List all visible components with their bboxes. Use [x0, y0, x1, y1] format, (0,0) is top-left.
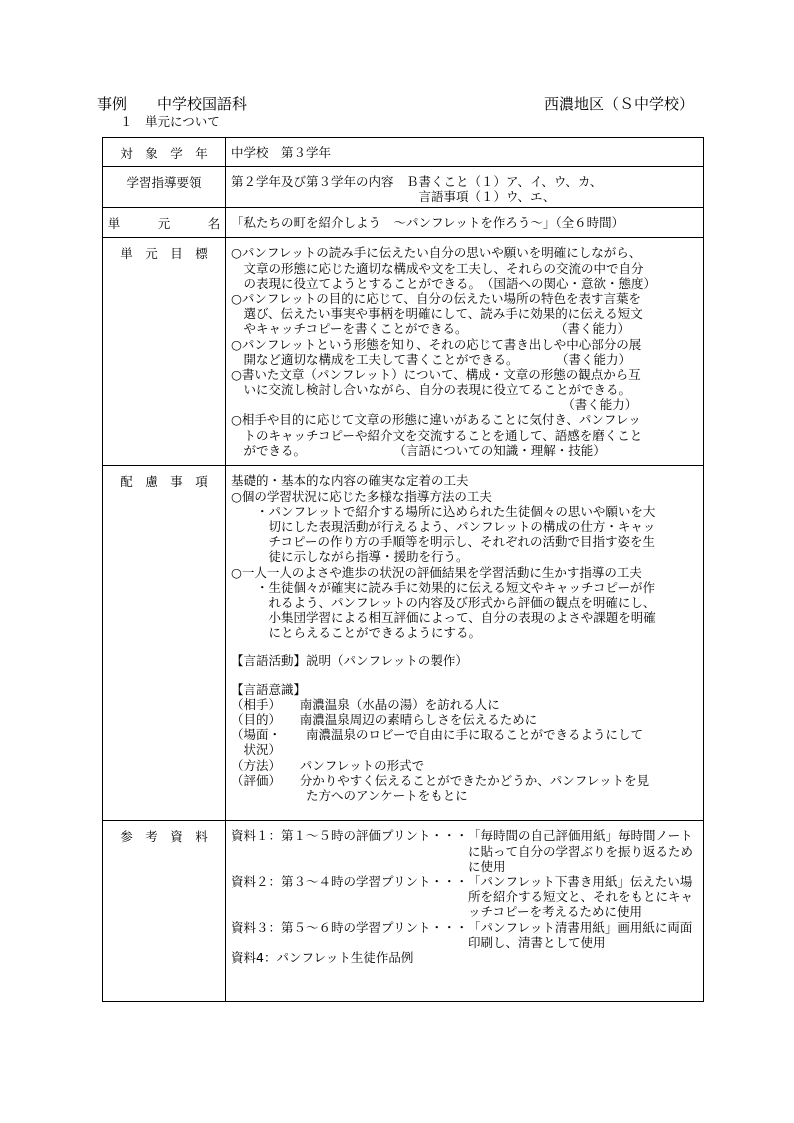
section-heading: １ 単元について — [120, 114, 220, 129]
objective-line: 選び、伝えたい事実や事柄を明確にして、読み手に効果的に伝える短文 — [231, 306, 643, 322]
value-unit-name: 「私たちの町を紹介しよう ～パンフレットを作ろう～」（全６時間） — [226, 208, 704, 238]
consideration-line: 切にした表現活動が行えるよう、パンフレットの構成の仕方・キャッ — [231, 518, 656, 534]
language-awareness-title: 【言語意識】 — [231, 681, 307, 697]
objective-line: いに交流し検討し合いながら、自分の表現に役立てることができる。 — [231, 382, 632, 398]
consideration-line: ・パンフレットで紹介する場所に込められた生徒個々の思いや願いを大 — [231, 503, 656, 519]
objective-line: やキャッチコピーを書くことができる。 （書く能力） — [231, 321, 631, 337]
value-considerations — [226, 466, 704, 821]
consideration-line: にとらえることができるようにする。 — [231, 625, 482, 641]
value-references — [226, 821, 704, 1002]
value-guideline — [226, 167, 704, 208]
value-grade: 中学校 第３学年 — [226, 138, 704, 167]
objective-line: ○書いた文章（パンフレット）について、構成・文章の形態の観点から互 — [231, 366, 641, 382]
objective-line: ○相手や目的に応じて文章の形態に違いがあることに気付き、パンフレッ — [231, 412, 641, 428]
label-unit-name: 単 元 名 — [103, 208, 226, 238]
consideration-line: 基礎的・基本的な内容の確実な定着の工夫 — [231, 473, 469, 489]
row-considerations — [103, 466, 704, 821]
row-references — [103, 821, 704, 1002]
row-guideline — [103, 167, 704, 208]
reference-item: 資料4：パンフレット生徒作品例 — [231, 950, 414, 965]
awareness-line: （場面・ 南濃温泉のロビーで自由に手に取ることができるようにして — [231, 727, 644, 743]
reference-item: 資料３：第５～６時の学習プリント・・・ 「パンフレット清書用紙」画用紙に両面印刷し、清書として使用 — [231, 919, 693, 950]
objective-line: ○パンフレットの読み手に伝えたい自分の思いや願いを明確にしながら、 — [231, 245, 642, 261]
awareness-line: （目的） 南濃温泉周辺の素晴らしさを伝えるために — [231, 712, 538, 727]
label-references: 参 考 資 料 — [103, 821, 226, 1002]
language-activity: 【言語活動】説明（パンフレットの製作） — [231, 653, 468, 669]
awareness-line: （評価） 分かりやすく伝えることができたかどうか、パンフレットを見 — [231, 772, 650, 788]
school-region: 西濃地区（Ｓ中学校） — [544, 95, 695, 113]
awareness-line: た方へのアンケートをもとに — [231, 787, 468, 803]
consideration-line: チコピーの作り方の手順等を明示し、それぞれの活動で目指す姿を生 — [231, 534, 656, 550]
awareness-line: （方法） パンフレットの形式で — [231, 757, 425, 773]
consideration-line: 小集団学習による相互評価によって、自分の表現のよさや課題を明確 — [231, 610, 656, 626]
consideration-line: ○一人一人のよさや進歩の状況の評価結果を学習活動に生かす指導の工夫 — [231, 564, 642, 580]
objective-line: の表現に役立てようとすることができる。 （国語への関心・意欲・態度） — [231, 275, 657, 291]
guideline-line: 言語事項（１）ウ、エ、 — [231, 189, 556, 205]
guideline-line: 第２学年及び第３学年の内容 Ｂ書くこと（１）ア、イ、ウ、カ、 — [231, 174, 603, 189]
consideration-line: ・生徒個々が確実に読み手に効果的に伝える短文やキャッチコピーが作 — [231, 579, 656, 595]
objective-line: トのキャッチコピーや紹介文を交流することを通して、語感を磨くこと — [231, 427, 643, 443]
label-guideline: 学習指導要領 — [103, 167, 226, 208]
consideration-line: 徒に示しながら指導・援助を行う。 — [231, 549, 469, 565]
awareness-line: 状況） — [231, 742, 282, 758]
label-considerations: 配 慮 事 項 — [103, 466, 226, 821]
objective-line: （書く能力） — [231, 397, 638, 413]
consideration-line: れるよう、パンフレットの内容及び形式から評価の観点を明確にし、 — [231, 594, 656, 610]
row-objectives — [103, 238, 704, 466]
objective-line: ができる。 （言語についての知識・理解・技能） — [231, 442, 606, 458]
consideration-line: ○個の学習状況に応じた多様な指導方法の工夫 — [231, 488, 492, 504]
case-title: 事例 中学校国語科 — [97, 95, 248, 113]
reference-item: 資料１：第１～５時の評価プリント・・・ 「毎時間の自己評価用紙」毎時間ノートに貼って自分の学習ぶりを振り返るために使用 — [231, 828, 694, 874]
unit-table — [102, 137, 704, 1002]
objective-line: 文章の形態に応じた適切な構成や文を工夫し、それらの交流の中で自分 — [231, 260, 644, 276]
label-grade: 対 象 学 年 — [103, 138, 226, 167]
row-unit-name — [103, 208, 704, 238]
row-grade — [103, 138, 704, 167]
label-objectives: 単 元 目 標 — [103, 238, 226, 466]
objective-line: 開など適切な構成を工夫して書くことができる。 （書く能力） — [231, 351, 632, 367]
objective-line: ○パンフレットという形態を知り、それの応じて書き出しや中心部分の展 — [231, 336, 642, 352]
awareness-line: （相手） 南濃温泉（水晶の湯）を訪れる人に — [231, 696, 500, 712]
objective-line: ○パンフレットの目的に応じて、自分の伝えたい場所の特色を表す言葉を — [231, 290, 642, 306]
value-objectives — [226, 238, 704, 466]
reference-item: 資料２：第３～４時の学習プリント・・・ 「パンフレット下書き用紙」伝えたい場所を紹介する短文と、それをもとにキャッチコピーを考えるために使用 — [231, 873, 694, 920]
